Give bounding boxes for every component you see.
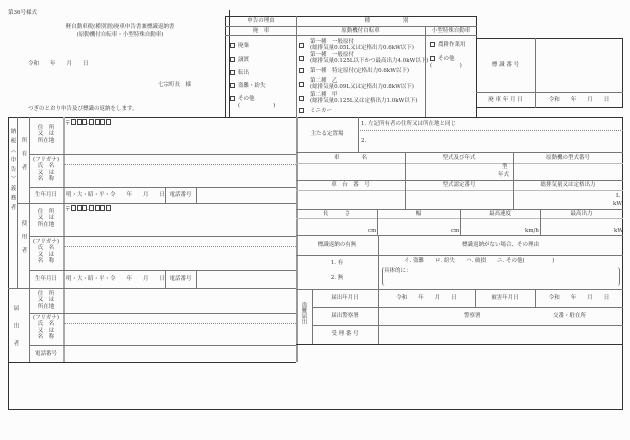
moped-header: 原動機付自転車 bbox=[341, 28, 380, 34]
length-unit: cm bbox=[368, 228, 377, 234]
owner-phone-field[interactable] bbox=[197, 188, 296, 202]
owner-birth-value[interactable]: 明・大・昭・平・令 年 月 日 bbox=[66, 192, 166, 198]
user-zip[interactable]: 〒 - bbox=[65, 205, 111, 213]
checkbox[interactable] bbox=[230, 96, 235, 101]
storage-option-1[interactable]: 1. 左記所有者の住所又は所在地と同じ bbox=[361, 121, 456, 127]
reason-header: 申告の理由 bbox=[247, 18, 275, 24]
moped-type-2-otsu[interactable]: 第二種 乙 (総排気量0.09L又は定格出力0.8kW以下) bbox=[299, 78, 414, 91]
police-suffix: 警察署 bbox=[464, 313, 481, 319]
return-no[interactable]: 2. 無 bbox=[330, 275, 344, 281]
reporter-phone-label: 電話番号 bbox=[34, 351, 57, 357]
chassis-header: 車 台 番 号 bbox=[331, 182, 370, 188]
approval-header: 型式認定番号 bbox=[442, 182, 476, 188]
user-birth-value[interactable]: 明・大・昭・平・令 年 月 日 bbox=[66, 276, 166, 282]
detail-bracket[interactable] bbox=[382, 267, 620, 286]
user-phone-field[interactable] bbox=[197, 271, 296, 287]
theft-report-label: 盗難届出 bbox=[300, 302, 307, 324]
kata-unit: 型 bbox=[502, 164, 508, 170]
receipt-number-label: 受 理 番 号 bbox=[331, 331, 359, 337]
liter-unit: L bbox=[616, 193, 620, 199]
user-address-field[interactable] bbox=[64, 214, 296, 235]
checkbox[interactable] bbox=[299, 68, 304, 73]
taxpayer-label: 納税（申告）義務者 bbox=[9, 128, 16, 214]
checkbox[interactable] bbox=[299, 56, 304, 61]
max-output-header: 最高出力 bbox=[570, 211, 593, 217]
checkbox[interactable] bbox=[430, 56, 435, 61]
checkbox[interactable] bbox=[430, 42, 435, 47]
small-agri[interactable]: 農耕作業用 bbox=[430, 42, 466, 48]
reporter-address-label: 住 所 又 は 所在地 bbox=[37, 291, 55, 310]
application-date: 令和 年 月 日 bbox=[28, 61, 89, 67]
kw-unit: kW bbox=[613, 201, 622, 207]
koban-suffix: 交番・駐在所 bbox=[553, 313, 587, 319]
user-phone-label: 電話番号 bbox=[169, 276, 192, 282]
moped-type-minicar[interactable]: ミニカー bbox=[299, 108, 332, 114]
vehicle-name-header: 車 名 bbox=[333, 155, 367, 161]
user-birth-label: 生年月日 bbox=[34, 276, 57, 282]
return-reason-label: 標識返納がない場合、その理由 bbox=[461, 242, 539, 248]
scrap-date-label: 廃 車 年 月 日 bbox=[488, 97, 523, 103]
owner-name-label: (フリガナ) 氏 名 又 は 名 称 bbox=[32, 157, 60, 182]
form-subtitle: (原動機付自転車・小型特殊自動車) bbox=[76, 32, 164, 38]
owner-name-field[interactable] bbox=[64, 165, 296, 186]
scrap-date-value[interactable]: 令和 年 月 日 bbox=[548, 97, 610, 103]
return-reasons[interactable]: イ. 盗難 ロ. 紛失 ハ. 破損 ニ. その他( ) bbox=[404, 258, 555, 264]
user-label: 使用者 bbox=[20, 220, 27, 261]
storage-option-2[interactable]: 2. bbox=[361, 138, 367, 144]
reason-other[interactable]: その他 bbox=[230, 96, 255, 102]
displacement-header: 総排気量又は定格出力 bbox=[540, 182, 596, 188]
reason-sub: 廃 車 bbox=[252, 28, 270, 34]
moped-type-1b[interactable]: 第一種 一般原付 (総排気量0.125L以下かつ最高出力4.0kW以下) bbox=[299, 52, 428, 65]
small-other-paren: ( ) bbox=[430, 63, 462, 69]
user-name-label: (フリガナ) 氏 名 又 は 名 称 bbox=[32, 239, 60, 264]
nenshiki-unit: 年式 bbox=[498, 172, 510, 178]
owner-zip[interactable]: 〒 - bbox=[65, 119, 111, 127]
owner-birth-label: 生年月日 bbox=[34, 192, 57, 198]
report-date-label: 届出年月日 bbox=[331, 295, 359, 301]
checkbox[interactable] bbox=[230, 43, 235, 48]
police-station-label: 届出警察署 bbox=[331, 313, 359, 319]
moped-type-1-specific[interactable]: 第一種 特定原付(定格出力0.6kW以下) bbox=[299, 68, 409, 74]
type-header: 種 別 bbox=[364, 18, 409, 24]
storage-label: 主たる定置場 bbox=[310, 131, 344, 137]
engine-model-header: 原動機の型式番号 bbox=[545, 155, 590, 161]
damage-date-value[interactable]: 令和 年 月 日 bbox=[548, 295, 610, 301]
reporter-name-label: (フリガナ) 氏 名 又 は 名 称 bbox=[32, 315, 60, 340]
plate-number-field[interactable] bbox=[536, 39, 622, 91]
form-number: 第36号様式 bbox=[8, 10, 37, 16]
checkbox[interactable] bbox=[299, 108, 304, 113]
speed-unit: km/h bbox=[525, 228, 539, 234]
addressee: 七宗町長 様 bbox=[158, 82, 192, 88]
checkbox[interactable] bbox=[230, 57, 235, 62]
reason-transfer[interactable]: 譲渡 bbox=[230, 57, 249, 63]
length-header: 長 さ bbox=[322, 211, 351, 217]
user-name-field[interactable] bbox=[64, 247, 296, 269]
return-yes[interactable]: 1. 有 bbox=[330, 260, 344, 266]
output-unit: kW bbox=[614, 228, 623, 234]
reason-theft-loss[interactable]: 盗難・紛失 bbox=[230, 83, 266, 89]
moped-type-2-ko[interactable]: 第二種 甲 (総排気量0.125L又は定格出力1.0kW以下) bbox=[299, 92, 417, 105]
checkbox[interactable] bbox=[299, 43, 304, 48]
moped-type-1a[interactable]: 第一種 一般原付 (総排気量0.05L又は定格出力0.6kW以下) bbox=[299, 39, 414, 52]
small-special-header: 小型特殊自動車 bbox=[431, 28, 471, 34]
receipt-number-field[interactable] bbox=[379, 326, 622, 343]
report-date-value[interactable]: 令和 年 月 日 bbox=[396, 295, 457, 301]
detail-label: 具体的に： bbox=[384, 268, 412, 274]
max-speed-header: 最高速度 bbox=[488, 211, 511, 217]
form-title: 軽自動車税(種別割)廃車申告書兼標識返納書 bbox=[65, 24, 175, 30]
checkbox[interactable] bbox=[299, 82, 304, 87]
checkbox[interactable] bbox=[230, 70, 235, 75]
reason-scrap[interactable]: 廃棄 bbox=[230, 43, 249, 49]
owner-address-label: 住 所 又 は 所在地 bbox=[37, 125, 55, 144]
owner-address-field[interactable] bbox=[64, 128, 296, 153]
reporter-phone-field[interactable] bbox=[64, 346, 296, 361]
owner-label: 所有者 bbox=[20, 137, 27, 178]
intro-text: つぎのとおり申告及び標識の返納をします。 bbox=[28, 106, 138, 112]
reason-other-paren: ( ) bbox=[238, 103, 276, 109]
checkbox[interactable] bbox=[299, 96, 304, 101]
width-unit: cm bbox=[451, 228, 460, 234]
small-other[interactable]: その他 bbox=[430, 56, 455, 62]
model-year-header: 型式及び年式 bbox=[442, 155, 476, 161]
reporter-address-field[interactable] bbox=[64, 289, 296, 312]
damage-date-label: 被害年月日 bbox=[491, 295, 519, 301]
plate-number-label: 標 識 番 号 bbox=[491, 62, 520, 68]
checkbox[interactable] bbox=[230, 83, 235, 88]
width-header: 幅 bbox=[415, 211, 422, 217]
reporter-label: 届出者 bbox=[12, 305, 19, 358]
owner-phone-label: 電話番号 bbox=[169, 192, 192, 198]
reason-moveout[interactable]: 転出 bbox=[230, 70, 249, 76]
return-label: 標識返納の有無 bbox=[317, 242, 357, 248]
reporter-name-field[interactable] bbox=[64, 324, 296, 344]
user-address-label: 住 所 又 は 所在地 bbox=[37, 209, 55, 228]
